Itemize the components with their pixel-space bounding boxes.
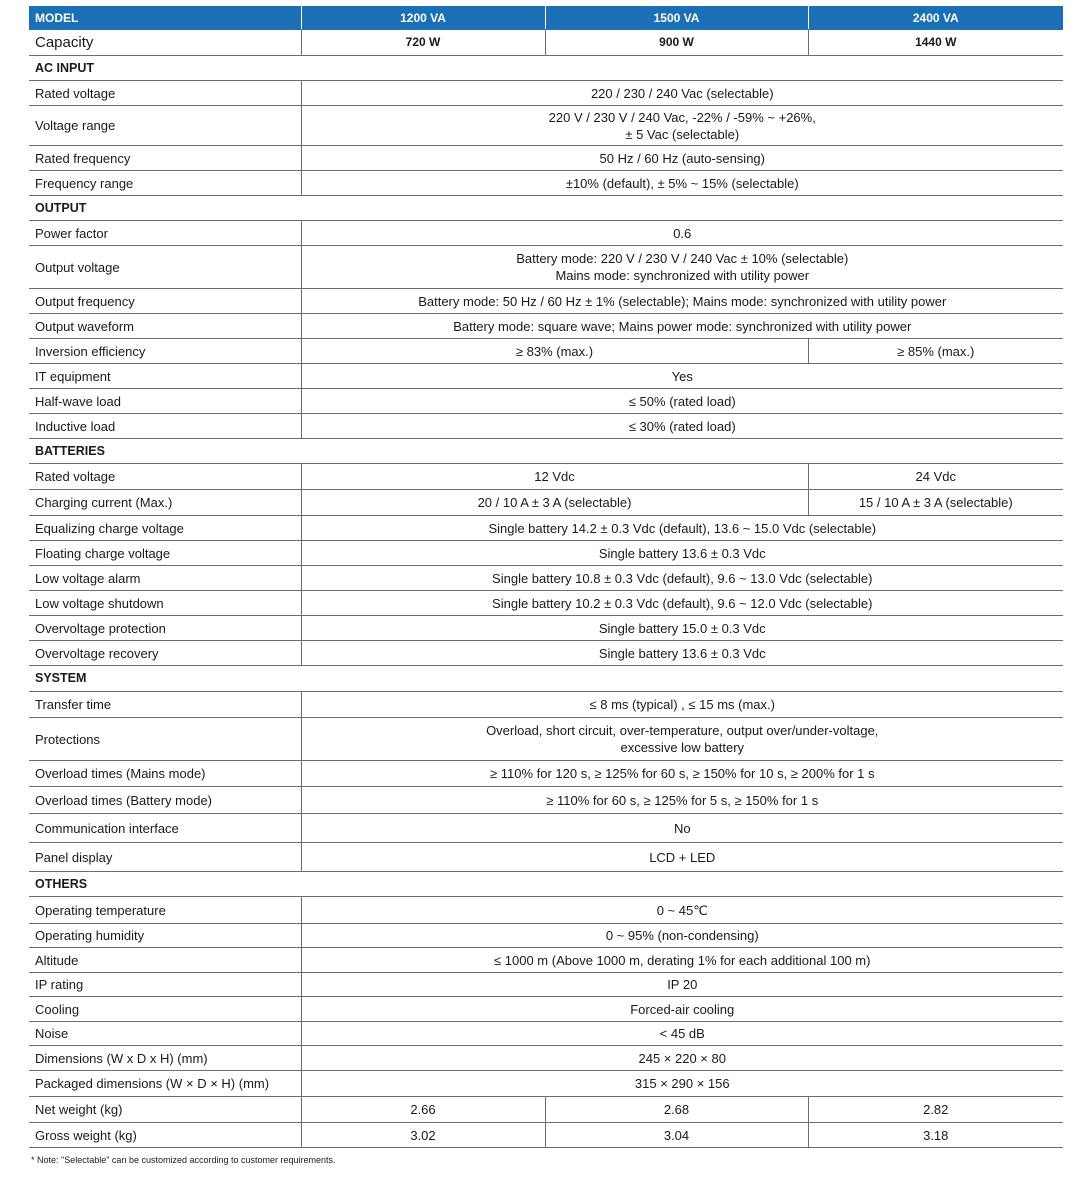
row-label: Panel display — [29, 843, 301, 872]
row-value-2400: 15 / 10 A ± 3 A (selectable) — [808, 490, 1063, 516]
row-label: Packaged dimensions (W × D × H) (mm) — [29, 1071, 301, 1097]
table-row — [29, 490, 1063, 516]
row-value — [301, 246, 1063, 289]
model-1500va-header: 1500 VA — [545, 7, 808, 30]
table-header-row — [29, 7, 1063, 30]
row-label: Low voltage shutdown — [29, 591, 301, 616]
table-row — [29, 641, 1063, 666]
row-label: Altitude — [29, 948, 301, 973]
row-label: Protections — [29, 718, 301, 761]
row-value-2400: 24 Vdc — [808, 464, 1063, 490]
table-row — [29, 692, 1063, 718]
capacity-1200va: 720 W — [301, 30, 545, 56]
row-value-1500va: 2.68 — [545, 1097, 808, 1123]
table-row — [29, 924, 1063, 948]
section-title: SYSTEM — [29, 666, 1063, 692]
row-label: IT equipment — [29, 364, 301, 389]
table-row — [29, 973, 1063, 997]
section-ac-input — [29, 56, 1063, 81]
row-value: ≥ 110% for 120 s, ≥ 125% for 60 s, ≥ 150% for 10 s, ≥ 200% for 1 s — [301, 761, 1063, 787]
row-label: Overvoltage recovery — [29, 641, 301, 666]
row-label: Equalizing charge voltage — [29, 516, 301, 541]
table-row — [29, 246, 1063, 289]
table-row — [29, 1071, 1063, 1097]
row-value-1500va: 3.04 — [545, 1123, 808, 1148]
row-value: Single battery 13.6 ± 0.3 Vdc — [301, 541, 1063, 566]
row-label: Cooling — [29, 997, 301, 1022]
row-value: Single battery 15.0 ± 0.3 Vdc — [301, 616, 1063, 641]
row-value: ≤ 30% (rated load) — [301, 414, 1063, 439]
table-row — [29, 464, 1063, 490]
row-label: Operating temperature — [29, 897, 301, 924]
row-label: Inductive load — [29, 414, 301, 439]
row-label: Output waveform — [29, 314, 301, 339]
table-row — [29, 389, 1063, 414]
row-value-1200-1500: 20 / 10 A ± 3 A (selectable) — [301, 490, 808, 516]
capacity-row — [29, 30, 1063, 56]
value-line-1: 220 V / 230 V / 240 Vac, -22% / -59% ~ +26%, — [548, 109, 816, 125]
row-label: Charging current (Max.) — [29, 490, 301, 516]
row-label: Power factor — [29, 221, 301, 246]
row-value: Battery mode: 50 Hz / 60 Hz ± 1% (selectable); Mains mode: synchronized with utility power — [301, 289, 1063, 314]
row-value: Single battery 14.2 ± 0.3 Vdc (default), 13.6 ~ 15.0 Vdc (selectable) — [301, 516, 1063, 541]
value-line-2: excessive low battery — [620, 740, 745, 755]
value-line-2: Mains mode: synchronized with utility power — [555, 268, 810, 283]
row-value: No — [301, 814, 1063, 843]
section-title: OUTPUT — [29, 196, 1063, 221]
model-2400va-header: 2400 VA — [808, 7, 1063, 30]
table-row — [29, 1123, 1063, 1148]
row-value-1200va: 3.02 — [301, 1123, 545, 1148]
table-row — [29, 106, 1063, 146]
row-label: Noise — [29, 1022, 301, 1046]
row-value: Yes — [301, 364, 1063, 389]
table-row — [29, 787, 1063, 814]
table-row — [29, 948, 1063, 973]
row-value: 0 ~ 45℃ — [301, 897, 1063, 924]
row-value-2400: ≥ 85% (max.) — [808, 339, 1063, 364]
section-batteries — [29, 439, 1063, 464]
row-value: Single battery 10.2 ± 0.3 Vdc (default), 9.6 ~ 12.0 Vdc (selectable) — [301, 591, 1063, 616]
table-row — [29, 1046, 1063, 1071]
row-label: IP rating — [29, 973, 301, 997]
row-value: 50 Hz / 60 Hz (auto-sensing) — [301, 146, 1063, 171]
row-label: Transfer time — [29, 692, 301, 718]
capacity-label: Capacity — [29, 30, 301, 56]
row-label: Gross weight (kg) — [29, 1123, 301, 1148]
row-value — [301, 106, 1063, 146]
capacity-2400va: 1440 W — [808, 30, 1063, 56]
section-title: AC INPUT — [29, 56, 1063, 81]
section-title: BATTERIES — [29, 439, 1063, 464]
table-row — [29, 414, 1063, 439]
table-row — [29, 616, 1063, 641]
row-value: Battery mode: square wave; Mains power mode: synchronized with utility power — [301, 314, 1063, 339]
row-value: 0.6 — [301, 221, 1063, 246]
table-row — [29, 171, 1063, 196]
row-value-1200-1500: 12 Vdc — [301, 464, 808, 490]
row-value — [301, 718, 1063, 761]
section-others — [29, 872, 1063, 897]
row-value: 220 / 230 / 240 Vac (selectable) — [301, 81, 1063, 106]
row-label: Dimensions (W x D x H) (mm) — [29, 1046, 301, 1071]
model-header: MODEL — [29, 7, 301, 30]
table-row — [29, 541, 1063, 566]
row-value-1200va: 2.66 — [301, 1097, 545, 1123]
table-row — [29, 339, 1063, 364]
footnote: * Note: "Selectable" can be customized according to customer requirements. — [31, 1155, 336, 1165]
row-label: Output frequency — [29, 289, 301, 314]
row-value-2400va: 3.18 — [808, 1123, 1063, 1148]
row-value-2400va: 2.82 — [808, 1097, 1063, 1123]
row-value: 0 ~ 95% (non-condensing) — [301, 924, 1063, 948]
row-label: Low voltage alarm — [29, 566, 301, 591]
row-label: Communication interface — [29, 814, 301, 843]
row-value: LCD + LED — [301, 843, 1063, 872]
table-row — [29, 814, 1063, 843]
row-label: Overvoltage protection — [29, 616, 301, 641]
row-label: Half-wave load — [29, 389, 301, 414]
row-label: Rated frequency — [29, 146, 301, 171]
value-line-1: Battery mode: 220 V / 230 V / 240 Vac ± 10% (selectable) — [516, 251, 849, 266]
value-line-2: ± 5 Vac (selectable) — [625, 126, 740, 142]
row-value: < 45 dB — [301, 1022, 1063, 1046]
row-value: Single battery 10.8 ± 0.3 Vdc (default), 9.6 ~ 13.0 Vdc (selectable) — [301, 566, 1063, 591]
row-value: ≥ 110% for 60 s, ≥ 125% for 5 s, ≥ 150% for 1 s — [301, 787, 1063, 814]
row-label: Overload times (Battery mode) — [29, 787, 301, 814]
table-row — [29, 146, 1063, 171]
row-value: ±10% (default), ± 5% ~ 15% (selectable) — [301, 171, 1063, 196]
section-system — [29, 666, 1063, 692]
model-1200va-header: 1200 VA — [301, 7, 545, 30]
table-row — [29, 591, 1063, 616]
row-value: ≤ 1000 m (Above 1000 m, derating 1% for each additional 100 m) — [301, 948, 1063, 973]
row-label: Frequency range — [29, 171, 301, 196]
section-output — [29, 196, 1063, 221]
table-row — [29, 289, 1063, 314]
table-row — [29, 1022, 1063, 1046]
row-value: ≤ 50% (rated load) — [301, 389, 1063, 414]
row-value: Single battery 13.6 ± 0.3 Vdc — [301, 641, 1063, 666]
table-row — [29, 1097, 1063, 1123]
table-row — [29, 718, 1063, 761]
row-label: Floating charge voltage — [29, 541, 301, 566]
row-label: Operating humidity — [29, 924, 301, 948]
table-row — [29, 314, 1063, 339]
row-label: Rated voltage — [29, 81, 301, 106]
table-row — [29, 997, 1063, 1022]
table-row — [29, 516, 1063, 541]
capacity-1500va: 900 W — [545, 30, 808, 56]
row-label: Voltage range — [29, 106, 301, 146]
row-value: 245 × 220 × 80 — [301, 1046, 1063, 1071]
row-value: ≤ 8 ms (typical) , ≤ 15 ms (max.) — [301, 692, 1063, 718]
row-label: Net weight (kg) — [29, 1097, 301, 1123]
table-row — [29, 897, 1063, 924]
row-label: Overload times (Mains mode) — [29, 761, 301, 787]
row-value-1200-1500: ≥ 83% (max.) — [301, 339, 808, 364]
table-row — [29, 81, 1063, 106]
row-value: IP 20 — [301, 973, 1063, 997]
table-row — [29, 364, 1063, 389]
table-row — [29, 761, 1063, 787]
row-value: 315 × 290 × 156 — [301, 1071, 1063, 1097]
table-row — [29, 566, 1063, 591]
row-value: Forced-air cooling — [301, 997, 1063, 1022]
row-label: Inversion efficiency — [29, 339, 301, 364]
specification-table — [29, 6, 1063, 1148]
row-label: Rated voltage — [29, 464, 301, 490]
table-row — [29, 843, 1063, 872]
row-label: Output voltage — [29, 246, 301, 289]
value-line-1: Overload, short circuit, over-temperature, output over/under-voltage, — [486, 723, 879, 738]
section-title: OTHERS — [29, 872, 1063, 897]
table-row — [29, 221, 1063, 246]
